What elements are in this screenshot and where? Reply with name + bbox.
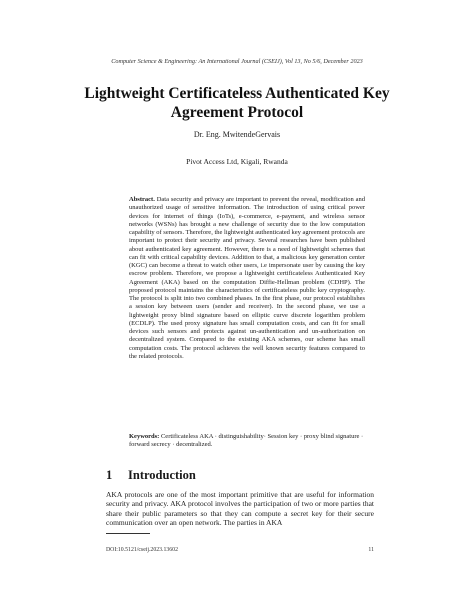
- section-heading: [106, 468, 196, 483]
- section-title: Introduction: [128, 468, 196, 482]
- author-name: Dr. Eng. MwitendeGervais: [193, 130, 281, 139]
- keywords-label: Keywords:: [129, 433, 160, 440]
- abstract: [129, 196, 365, 361]
- author-affiliation: Pivot Access Ltd, Kigali, Rwanda: [186, 157, 288, 166]
- abstract-text: Data security and privacy are important to prevent the reveal, modification and unauthorized usage of sensitive information. The introduction of using critical power devices for internet of things (IoTs), e-commerce, e-payment, and wireless sensor networks (WSNs) has brought a new challenge of security due to the low computation capability of sensors. Therefore, the lightweight authenticated key agreement protocols are important to protect their security and privacy. Several researches have been published about authenticated key agreement. However, there is a need of lightweight schemes that can fit with critical capability devices. Addition to that, a malicious key generation center (KGC) can become a threat to watch other users, i.e impersonate user by causing the key escrow problem. Therefore, we propose a lightweight certificateless Authenticated Key Agreement (AKA) based on the computation Diffie-Hellman problem (CDHP). The proposed protocol maintains the characteristics of certificateless public key cryptography. The protocol is split into two combined phases. In the first phase, our protocol establishes a session key between users (sender and receiver). In the second phase, we use a lightweight proxy blind signature based on elliptic curve discrete logarithm problem (ECDLP). The used proxy signature has small computation costs, and can fit for small devices such sensors and protects against un-authentication and un-authorization on decentralized system. Compared to the existing AKA schemes, our scheme has small computation costs. The protocol achieves the well known security features compared to the related protocols.: [129, 196, 365, 360]
- page-number: 11: [368, 547, 374, 553]
- footnote-rule: [106, 533, 150, 534]
- paper-title: Lightweight Certificateless Authenticated Key Agreement Protocol: [84, 85, 390, 121]
- intro-paragraph: AKA protocols are one of the most important primitive that are useful for information security and privacy. AKA protocol involves the participation of two or more parties that share their public parameters so that they can compute a secret key for their secure communication over an open network. The parties in AKA: [106, 490, 374, 528]
- section-number: 1: [106, 468, 113, 482]
- running-header: Computer Science & Engineering: An International Journal (CSEIJ), Vol 13, No 5/6, December 2023: [111, 58, 363, 65]
- keywords-text: Certificateless AKA · distinguishability· Session key · proxy blind signature · forward secrecy · decentralized.: [129, 433, 364, 449]
- abstract-label: Abstract.: [129, 196, 155, 203]
- footer-doi: DOI:10.5121/cseij.2023.13602: [106, 547, 178, 553]
- keywords: [129, 433, 365, 450]
